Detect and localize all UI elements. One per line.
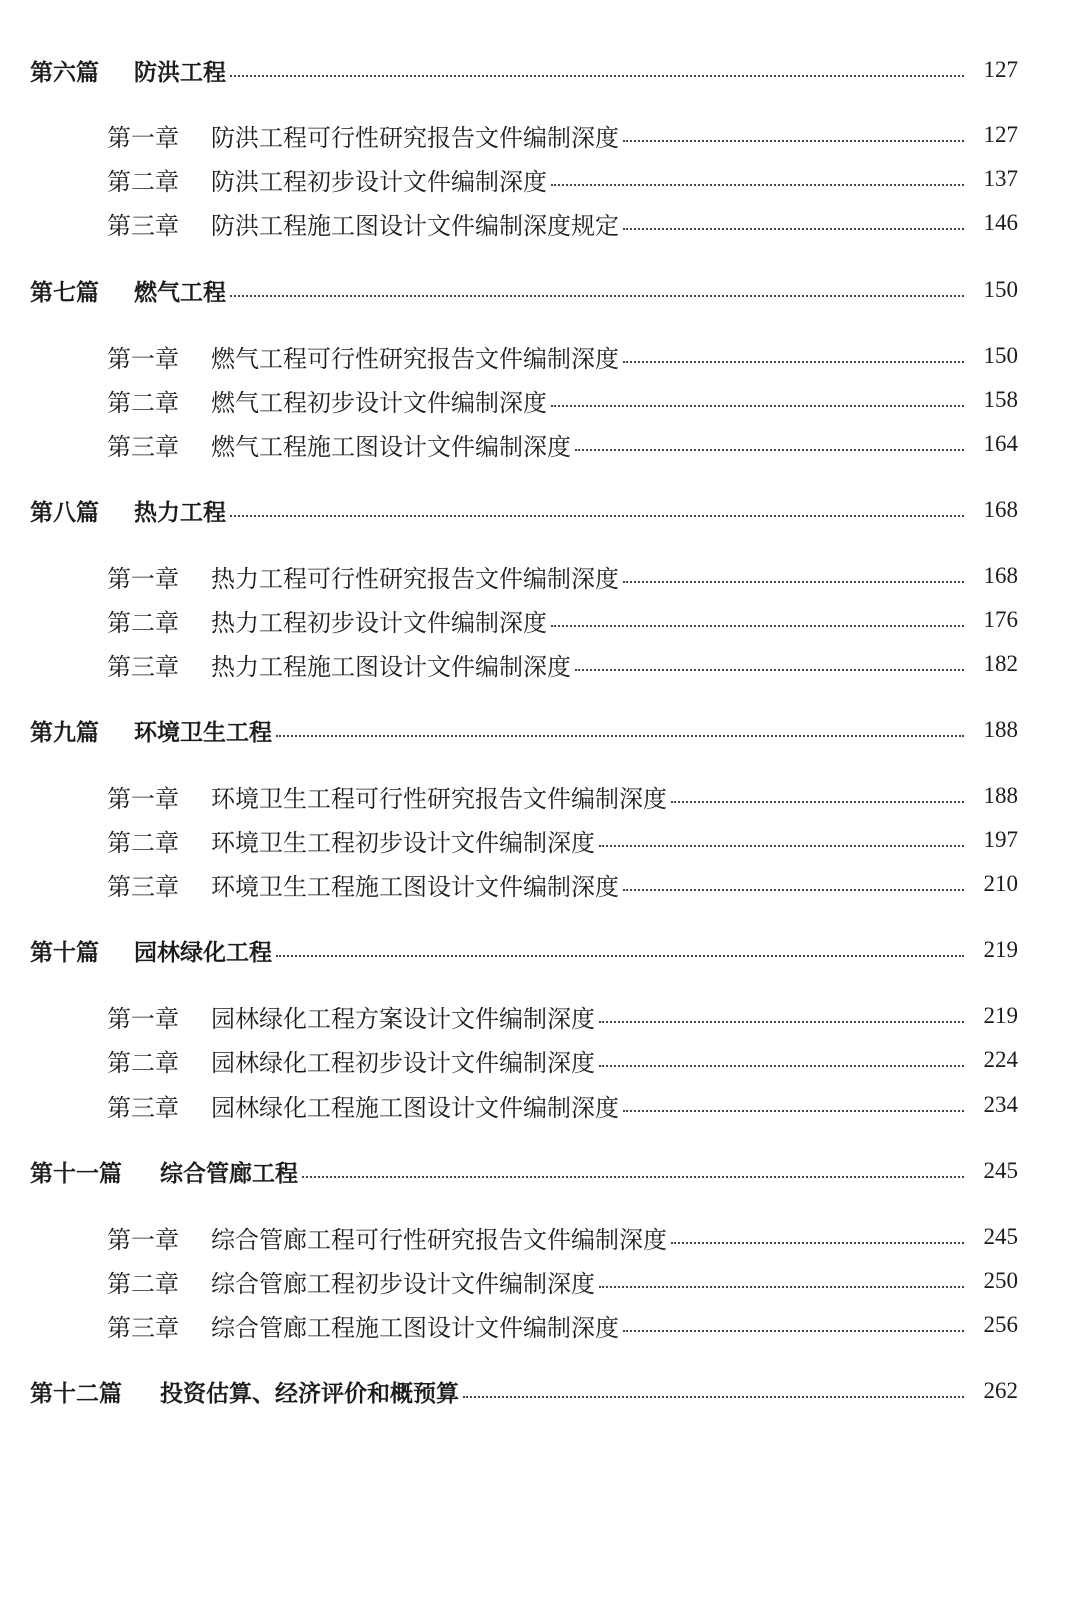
part-number: 第八篇 xyxy=(30,499,99,526)
page-number: 188 xyxy=(983,783,1018,808)
toc-part-6[interactable] xyxy=(30,50,1018,90)
part-title: 环境卫生工程 xyxy=(134,719,272,746)
toc-chapter[interactable] xyxy=(107,424,1018,464)
page-number: 158 xyxy=(983,387,1018,412)
chapter-title: 园林绿化工程方案设计文件编制深度 xyxy=(211,1004,595,1033)
chapter-title: 防洪工程初步设计文件编制深度 xyxy=(211,167,547,196)
part-title: 热力工程 xyxy=(134,499,226,526)
part-number: 第十一篇 xyxy=(30,1160,122,1187)
part-number: 第十二篇 xyxy=(30,1380,122,1407)
chapter-number: 第二章 xyxy=(107,1269,179,1298)
chapter-number: 第三章 xyxy=(107,211,179,240)
toc-chapter[interactable] xyxy=(107,600,1018,640)
toc-chapter[interactable] xyxy=(107,1305,1018,1345)
page-number: 197 xyxy=(983,827,1018,852)
toc-chapter[interactable] xyxy=(107,115,1018,155)
page-number: 224 xyxy=(983,1047,1018,1072)
chapter-number: 第三章 xyxy=(107,432,179,461)
toc-chapter[interactable] xyxy=(107,1040,1018,1080)
part-number: 第七篇 xyxy=(30,279,99,306)
dot-leader xyxy=(623,889,964,891)
chapter-title: 防洪工程施工图设计文件编制深度规定 xyxy=(211,211,619,240)
toc-chapter[interactable] xyxy=(107,820,1018,860)
toc-chapter[interactable] xyxy=(107,996,1018,1036)
chapter-title: 热力工程可行性研究报告文件编制深度 xyxy=(211,564,619,593)
toc-part-8[interactable] xyxy=(30,490,1018,530)
page-number: 256 xyxy=(983,1312,1018,1337)
page-number: 210 xyxy=(983,871,1018,896)
dot-leader xyxy=(551,625,964,627)
toc-chapter[interactable] xyxy=(107,1217,1018,1257)
toc-chapter[interactable] xyxy=(107,644,1018,684)
chapter-number: 第二章 xyxy=(107,167,179,196)
page-number: 219 xyxy=(983,1003,1018,1028)
dot-leader xyxy=(623,1330,964,1332)
page-number: 262 xyxy=(983,1378,1018,1403)
dot-leader xyxy=(623,581,964,583)
chapter-number: 第二章 xyxy=(107,608,179,637)
dot-leader xyxy=(230,75,964,77)
page-number: 176 xyxy=(983,607,1018,632)
page-number: 168 xyxy=(983,497,1018,522)
page-number: 234 xyxy=(983,1092,1018,1117)
page-number: 137 xyxy=(983,166,1018,191)
chapter-title: 热力工程初步设计文件编制深度 xyxy=(211,608,547,637)
toc-chapter[interactable] xyxy=(107,1261,1018,1301)
dot-leader xyxy=(599,1065,964,1067)
dot-leader xyxy=(575,449,964,451)
page-number: 127 xyxy=(983,122,1018,147)
dot-leader xyxy=(671,1242,964,1244)
dot-leader xyxy=(276,955,964,957)
dot-leader xyxy=(671,801,964,803)
chapter-number: 第一章 xyxy=(107,1225,179,1254)
chapter-title: 环境卫生工程初步设计文件编制深度 xyxy=(211,828,595,857)
part-number: 第十篇 xyxy=(30,939,99,966)
toc-part-9[interactable] xyxy=(30,710,1018,750)
toc-chapter[interactable] xyxy=(107,556,1018,596)
dot-leader xyxy=(599,845,964,847)
dot-leader xyxy=(599,1021,964,1023)
chapter-number: 第三章 xyxy=(107,1313,179,1342)
chapter-title: 防洪工程可行性研究报告文件编制深度 xyxy=(211,123,619,152)
page-number: 164 xyxy=(983,431,1018,456)
chapter-title: 综合管廊工程可行性研究报告文件编制深度 xyxy=(211,1225,667,1254)
dot-leader xyxy=(276,735,964,737)
toc-chapter[interactable] xyxy=(107,203,1018,243)
chapter-number: 第一章 xyxy=(107,123,179,152)
page-number: 127 xyxy=(983,57,1018,82)
chapter-number: 第二章 xyxy=(107,388,179,417)
dot-leader xyxy=(551,184,964,186)
toc-chapter[interactable] xyxy=(107,776,1018,816)
toc-chapter[interactable] xyxy=(107,864,1018,904)
chapter-number: 第一章 xyxy=(107,1004,179,1033)
part-title: 投资估算、经济评价和概预算 xyxy=(160,1380,459,1407)
dot-leader xyxy=(623,1110,964,1112)
page-number: 182 xyxy=(983,651,1018,676)
dot-leader xyxy=(551,405,964,407)
chapter-number: 第一章 xyxy=(107,344,179,373)
part-title: 燃气工程 xyxy=(134,279,226,306)
chapter-title: 燃气工程初步设计文件编制深度 xyxy=(211,388,547,417)
chapter-title: 园林绿化工程施工图设计文件编制深度 xyxy=(211,1093,619,1122)
page-number: 219 xyxy=(983,937,1018,962)
chapter-title: 环境卫生工程施工图设计文件编制深度 xyxy=(211,872,619,901)
page-number: 150 xyxy=(983,277,1018,302)
toc-chapter[interactable] xyxy=(107,1085,1018,1125)
page-number: 150 xyxy=(983,343,1018,368)
chapter-number: 第三章 xyxy=(107,652,179,681)
chapter-title: 综合管廊工程施工图设计文件编制深度 xyxy=(211,1313,619,1342)
chapter-number: 第三章 xyxy=(107,872,179,901)
page-number: 250 xyxy=(983,1268,1018,1293)
dot-leader xyxy=(230,515,964,517)
chapter-title: 环境卫生工程可行性研究报告文件编制深度 xyxy=(211,784,667,813)
page-number: 245 xyxy=(983,1224,1018,1249)
chapter-number: 第一章 xyxy=(107,784,179,813)
dot-leader xyxy=(623,361,964,363)
chapter-title: 园林绿化工程初步设计文件编制深度 xyxy=(211,1048,595,1077)
page-number: 168 xyxy=(983,563,1018,588)
chapter-title: 综合管廊工程初步设计文件编制深度 xyxy=(211,1269,595,1298)
toc-part-10[interactable] xyxy=(30,930,1018,970)
chapter-title: 燃气工程施工图设计文件编制深度 xyxy=(211,432,571,461)
toc-chapter[interactable] xyxy=(107,336,1018,376)
dot-leader xyxy=(230,295,964,297)
chapter-title: 热力工程施工图设计文件编制深度 xyxy=(211,652,571,681)
part-title: 防洪工程 xyxy=(134,59,226,86)
part-number: 第六篇 xyxy=(30,59,99,86)
page-number: 245 xyxy=(983,1158,1018,1183)
dot-leader xyxy=(302,1176,964,1178)
page-number: 146 xyxy=(983,210,1018,235)
toc-part-7[interactable] xyxy=(30,270,1018,310)
chapter-title: 燃气工程可行性研究报告文件编制深度 xyxy=(211,344,619,373)
dot-leader xyxy=(623,140,964,142)
dot-leader xyxy=(575,669,964,671)
toc-chapter[interactable] xyxy=(107,159,1018,199)
chapter-number: 第一章 xyxy=(107,564,179,593)
chapter-number: 第二章 xyxy=(107,1048,179,1077)
chapter-number: 第三章 xyxy=(107,1093,179,1122)
chapter-number: 第二章 xyxy=(107,828,179,857)
part-number: 第九篇 xyxy=(30,719,99,746)
toc-part-11[interactable] xyxy=(30,1151,1018,1191)
dot-leader xyxy=(599,1286,964,1288)
dot-leader xyxy=(463,1396,964,1398)
page-number: 188 xyxy=(983,717,1018,742)
part-title: 综合管廊工程 xyxy=(160,1160,298,1187)
toc-chapter[interactable] xyxy=(107,380,1018,420)
toc-part-12[interactable] xyxy=(30,1371,1018,1411)
part-title: 园林绿化工程 xyxy=(134,939,272,966)
dot-leader xyxy=(623,228,964,230)
